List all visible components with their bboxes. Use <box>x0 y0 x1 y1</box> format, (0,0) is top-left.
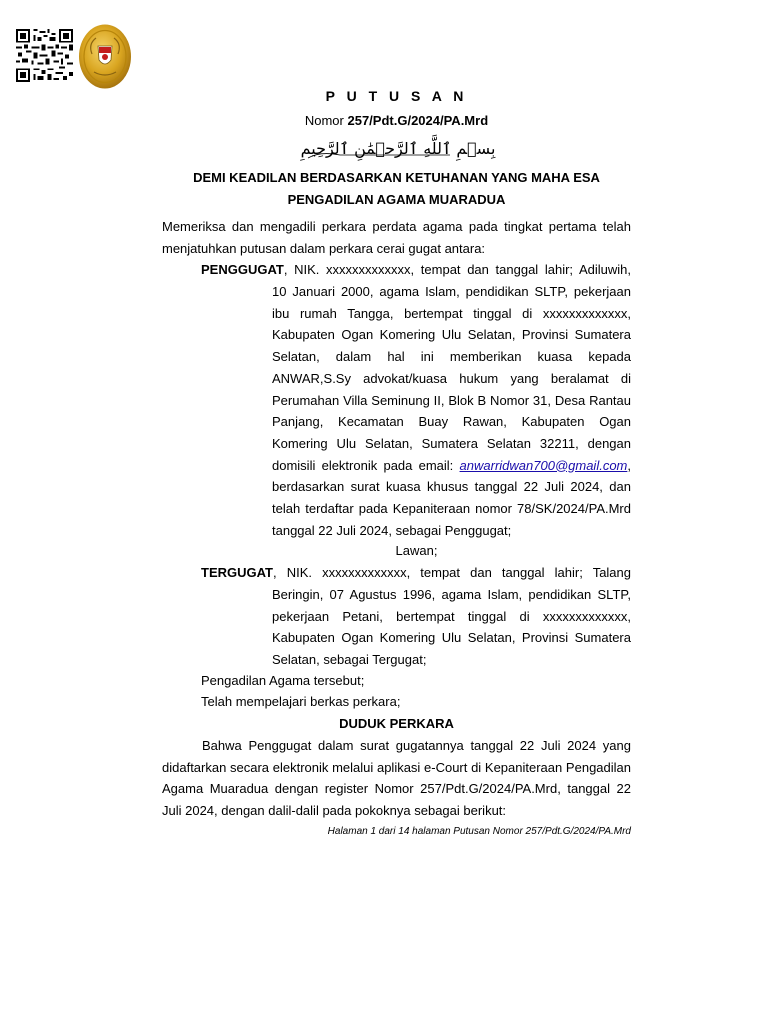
decree-line: DEMI KEADILAN BERDASARKAN KETUHANAN YANG MAHA ESA <box>193 170 600 185</box>
penggugat-header <box>201 259 631 281</box>
page-footer: Halaman 1 dari 14 halaman Putusan Nomor 257/Pdt.G/2024/PA.Mrd <box>327 826 631 837</box>
penggugat-line1: , NIK. xxxxxxxxxxxxx, tempat dan tanggal lahir; Adiluwih, <box>283 262 631 277</box>
penggugat-email-link[interactable]: anwarridwan700@gmail.com <box>459 457 628 473</box>
court-name: PENGADILAN AGAMA MUARADUA <box>287 192 506 207</box>
tergugat-header <box>201 562 631 584</box>
penggugat-body-text: 10 Januari 2000, agama Islam, pendidikan SLTP, pekerjaan ibu rumah Tangga, bertempat tinggal di xxxxxxxxxxxxx, Kabupaten Ogan Komering Ulu Selatan, Provinsi Sumatera Selatan, dalam hal ini memberikan kuasa kepada ANWAR,S.Sy advokat/kuasa hukum yang beralamat di Perumahan Villa Seminung II, Blok B Nomor 31, Desa Rantau Panjang, Kecamatan Buay Rawan, Kabupaten Ogan Komering Ulu Selatan, Sumatera Selatan 32211, dengan domisili elektronik pada email: <box>272 284 631 473</box>
penggugat-body <box>272 281 631 541</box>
document-title: P U T U S A N <box>325 88 468 104</box>
tergugat-label: TERGUGAT <box>201 565 273 580</box>
telah-line: Telah mempelajari berkas perkara; <box>201 694 401 709</box>
supreme-court-emblem-icon <box>78 24 132 89</box>
basmalah-calligraphy <box>300 133 496 163</box>
pengadilan-line: Pengadilan Agama tersebut; <box>201 673 365 688</box>
intro-paragraph: Memeriksa dan mengadili perkara perdata agama pada tingkat pertama telah menjatuhkan putusan dalam perkara cerai gugat antara: <box>162 219 631 256</box>
case-number <box>162 113 631 128</box>
decree-heading <box>162 167 631 211</box>
bahwa-paragraph: Bahwa Penggugat dalam surat gugatannya tanggal 22 Juli 2024 yang didaftarkan secara elektronik melalui aplikasi e-Court di Kepaniteraan Pengadilan Agama Muaradua dengan register Nomor 257/Pdt.G/2024/PA.Mrd, tanggal 22 Juli 2024, dengan dalil-dalil pada pokoknya sebagai berikut: <box>162 738 631 819</box>
case-number-label: Nomor <box>304 113 344 128</box>
qr-code-icon <box>16 29 73 82</box>
case-number-value: 257/Pdt.G/2024/PA.Mrd <box>347 113 489 128</box>
lawan-label: Lawan; <box>395 543 438 558</box>
tergugat-body: Beringin, 07 Agustus 1996, agama Islam, pendidikan SLTP, pekerjaan Petani, bertempat tinggal di xxxxxxxxxxxxx, Kabupaten Ogan Komering Ulu Selatan, Provinsi Sumatera Selatan, sebagai Tergugat; <box>272 587 631 668</box>
penggugat-body-end: , berdasarkan surat kuasa khusus tanggal 22 Juli 2024, dan telah terdaftar pada Kepaniteraan nomor 78/SK/2024/PA.Mrd tanggal 22 Juli 2024, sebagai Penggugat; <box>272 457 631 538</box>
penggugat-label: PENGGUGAT <box>201 262 284 277</box>
tergugat-line1: , NIK. xxxxxxxxxxxxx, tempat dan tanggal lahir; Talang <box>272 565 631 580</box>
duduk-perkara-heading: DUDUK PERKARA <box>339 716 454 731</box>
basmalah-text: بِسۡمِ ٱللَّهِ ٱلرَّحۡمَٰنِ ٱلرَّحِيمِ <box>300 139 496 158</box>
